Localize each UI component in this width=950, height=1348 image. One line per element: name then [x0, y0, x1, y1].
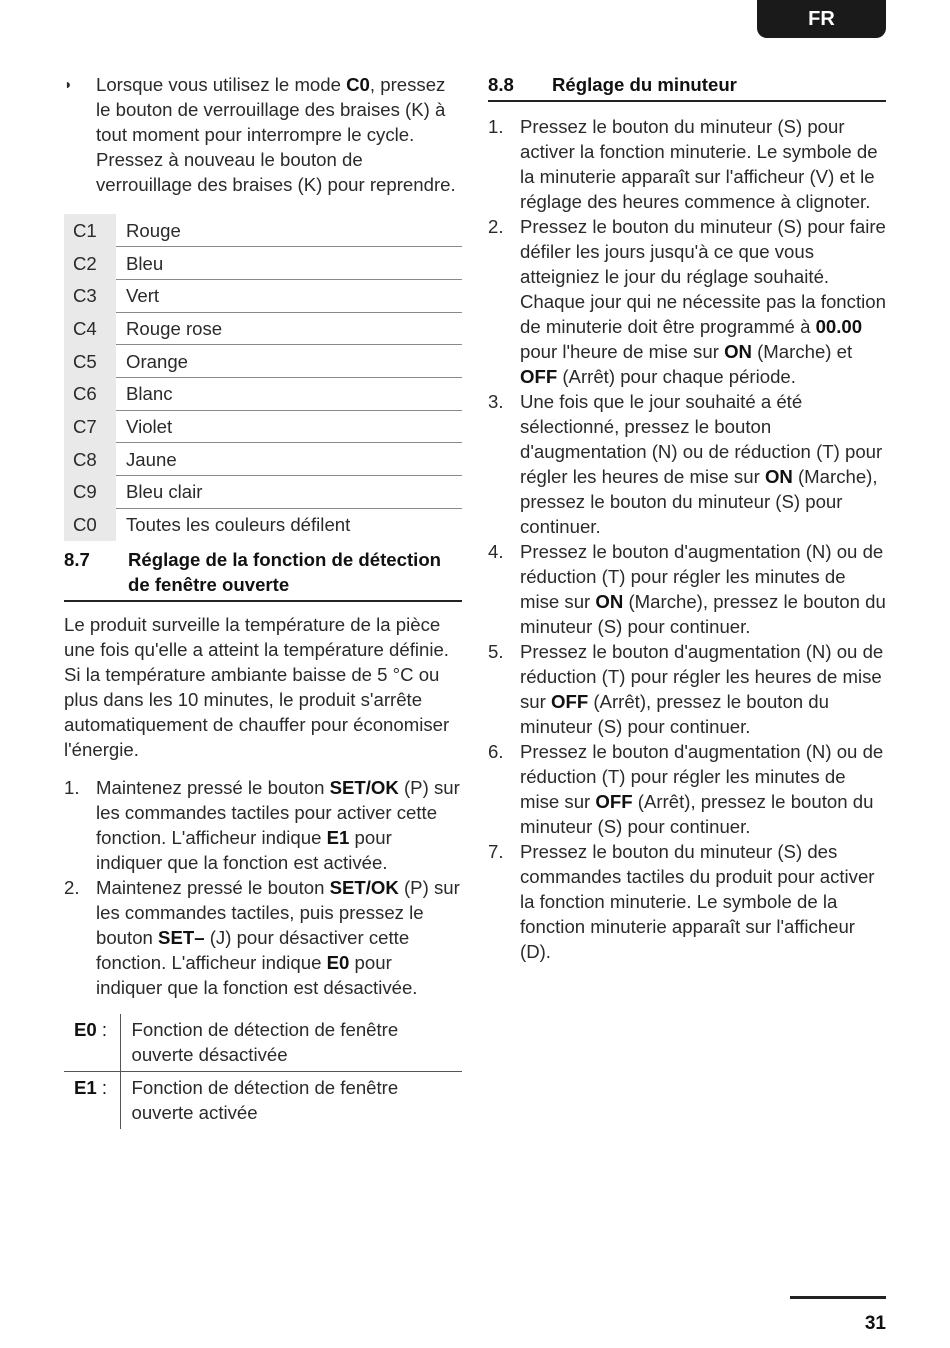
text-segment: Lorsque vous utilisez le mode — [96, 74, 347, 95]
step-text — [520, 116, 878, 212]
color-code: C3 — [64, 279, 116, 312]
text-segment: Maintenez pressé le bouton — [96, 876, 330, 898]
color-row — [64, 410, 462, 443]
code: E1 — [74, 1076, 97, 1098]
step-number: 1. — [64, 776, 80, 798]
text-segment: (Arrêt), pressez le bouton du minuteur (S) pour continuer. — [520, 691, 829, 737]
bold-term: ON — [724, 341, 752, 362]
bold-term: ON — [764, 466, 793, 487]
code-separator: : — [96, 1018, 108, 1040]
page-number: 31 — [790, 1296, 886, 1336]
color-name: Rouge — [116, 214, 462, 247]
text-segment: Pressez le bouton du minuteur (S) des commandes tactiles du produit pour activer la fonction minuterie. Le symbole de la fonction minuterie apparaît sur l'afficheur (D). — [520, 841, 875, 962]
section-number: 8.7 — [64, 548, 90, 570]
bold-term: SET/OK — [329, 776, 399, 798]
code-description: Fonction de détection de fenêtre ouverte activée — [131, 1076, 399, 1123]
section-number: 8.8 — [488, 74, 514, 95]
color-name: Vert — [116, 279, 462, 312]
step-number: 7. — [488, 841, 504, 862]
text-segment: pour indiquer que la fonction est activée. — [96, 826, 392, 873]
code-row — [64, 1014, 462, 1072]
color-code: C8 — [64, 443, 116, 476]
color-row — [64, 377, 462, 410]
color-row — [64, 476, 462, 509]
bold-term: OFF — [520, 366, 558, 387]
color-name: Jaune — [116, 443, 462, 476]
color-row — [64, 247, 462, 280]
text-segment: Pressez le bouton du minuteur (S) pour activer la fonction minuterie. Le symbole de la minuterie apparaît sur l'afficheur (V) et le réglage des heures commence à clignoter. — [520, 116, 878, 212]
section-heading-8-7 — [64, 547, 462, 602]
section-title: Réglage de la fonction de détection de fenêtre ouverte — [128, 548, 442, 595]
bold-term: SET– — [158, 926, 205, 948]
bold-term: 00.00 — [815, 316, 863, 337]
bold-term: SET/OK — [329, 876, 399, 898]
text-segment: Pressez le bouton du minuteur (S) pour faire défiler les jours jusqu'à ce que vous atteigniez le jour du réglage souhaité. Chaque jour qui ne nécessite pas la fonction de minuterie doit être programmé à — [520, 216, 886, 337]
text-segment: Pressez le bouton d'augmentation (N) ou de réduction (T) pour régler les minutes de mise sur — [520, 741, 884, 812]
color-code: C9 — [64, 476, 116, 509]
color-code: C6 — [64, 377, 116, 410]
step-text — [520, 541, 886, 637]
list-item — [488, 389, 886, 539]
list-item — [488, 114, 886, 214]
step-text — [96, 777, 460, 873]
text-segment: pour l'heure de mise sur — [520, 341, 725, 362]
code-row — [64, 1071, 462, 1129]
color-name: Rouge rose — [116, 312, 462, 345]
color-name: Violet — [116, 410, 462, 443]
step-text — [520, 841, 875, 962]
language-tab: FR — [757, 0, 886, 38]
text-segment: Pressez le bouton d'augmentation (N) ou de réduction (T) pour régler les minutes de mise sur — [520, 541, 884, 612]
list-item — [488, 539, 886, 639]
color-row — [64, 279, 462, 312]
bullet-icon: ◗ — [64, 76, 73, 92]
step-number: 3. — [488, 391, 504, 412]
step-number: 4. — [488, 541, 504, 562]
step-number: 1. — [488, 116, 504, 137]
bold-term: C0 — [346, 74, 370, 95]
step-number: 6. — [488, 741, 504, 762]
step-text — [520, 741, 883, 837]
color-code: C7 — [64, 410, 116, 443]
step-text — [520, 216, 886, 387]
color-row — [64, 345, 462, 378]
intro-paragraph: Le produit surveille la température de la pièce une fois qu'elle a atteint la température définie. Si la température ambiante baisse de 5 °C ou plus dans les 10 minutes, le produit s'arrête automatiquement de chauffer pour économiser l'énergie. — [64, 613, 450, 760]
text-segment: (Marche), pressez le bouton du minuteur (S) pour continuer. — [520, 591, 886, 637]
bold-term: E1 — [326, 826, 350, 848]
step-number: 2. — [64, 876, 80, 898]
steps-list — [488, 114, 886, 964]
color-name: Toutes les couleurs défilent — [126, 514, 351, 536]
list-item — [488, 214, 886, 389]
bold-term: OFF — [551, 691, 589, 712]
right-column — [488, 72, 886, 964]
color-name: Bleu clair — [116, 476, 462, 509]
list-item — [64, 775, 462, 875]
color-row — [64, 214, 462, 247]
text-segment: Maintenez pressé le bouton — [96, 776, 330, 798]
color-code: C2 — [64, 247, 116, 280]
section-heading-8-8 — [488, 72, 886, 102]
color-row — [64, 443, 462, 476]
color-code: C1 — [64, 214, 116, 247]
color-table — [64, 214, 462, 541]
left-column — [64, 72, 462, 1129]
bold-term: ON — [595, 591, 624, 612]
text-segment: (P) sur les commandes tactiles, puis pressez le bouton — [96, 876, 460, 948]
step-text — [96, 877, 460, 998]
text-segment: (Arrêt) pour chaque période. — [557, 366, 796, 387]
list-item — [488, 839, 886, 964]
color-row — [64, 312, 462, 345]
text-segment: (J) pour désactiver cette fonction. L'afficheur indique — [96, 926, 410, 973]
list-item — [488, 739, 886, 839]
bullet-text — [96, 74, 456, 195]
text-segment: (Marche), pressez le bouton du minuteur (S) pour continuer. — [520, 466, 878, 537]
bullet-note — [64, 72, 462, 197]
text-segment: Pressez le bouton d'augmentation (N) ou de réduction (T) pour régler les heures de mise sur — [520, 641, 884, 712]
text-segment: pour indiquer que la fonction est désactivée. — [96, 951, 418, 998]
list-item — [64, 875, 462, 1000]
code: E0 — [74, 1018, 97, 1040]
step-number: 2. — [488, 216, 504, 237]
code-table — [64, 1014, 462, 1129]
list-item — [488, 639, 886, 739]
step-number: 5. — [488, 641, 504, 662]
color-code: C5 — [64, 345, 116, 378]
code-description: Fonction de détection de fenêtre ouverte désactivée — [120, 1014, 462, 1072]
text-segment: (Arrêt), pressez le bouton du minuteur (S) pour continuer. — [520, 791, 874, 837]
color-name: Blanc — [116, 377, 462, 410]
color-row — [64, 508, 462, 541]
color-name: Orange — [116, 345, 462, 378]
color-name: Bleu — [116, 247, 462, 280]
color-code: C0 — [64, 508, 116, 541]
bold-term: E0 — [326, 951, 350, 973]
steps-list — [64, 775, 462, 1000]
text-segment: Une fois que le jour souhaité a été sélectionné, pressez le bouton d'augmentation (N) ou de réduction (T) pour régler les heures de mise sur — [520, 391, 883, 487]
text-segment: (P) sur les commandes tactiles pour activer cette fonction. L'afficheur indique — [96, 776, 460, 848]
code-separator: : — [96, 1076, 108, 1098]
step-text — [520, 391, 882, 537]
color-code: C4 — [64, 312, 116, 345]
text-segment: , pressez le bouton de verrouillage des braises (K) à tout moment pour interrompre le cycle. Pressez à nouveau le bouton de verrouillage des braises (K) pour reprendre. — [96, 74, 456, 195]
section-title: Réglage du minuteur — [552, 74, 737, 95]
step-text — [520, 641, 883, 737]
text-segment: (Marche) et — [751, 341, 853, 362]
bold-term: OFF — [595, 791, 633, 812]
